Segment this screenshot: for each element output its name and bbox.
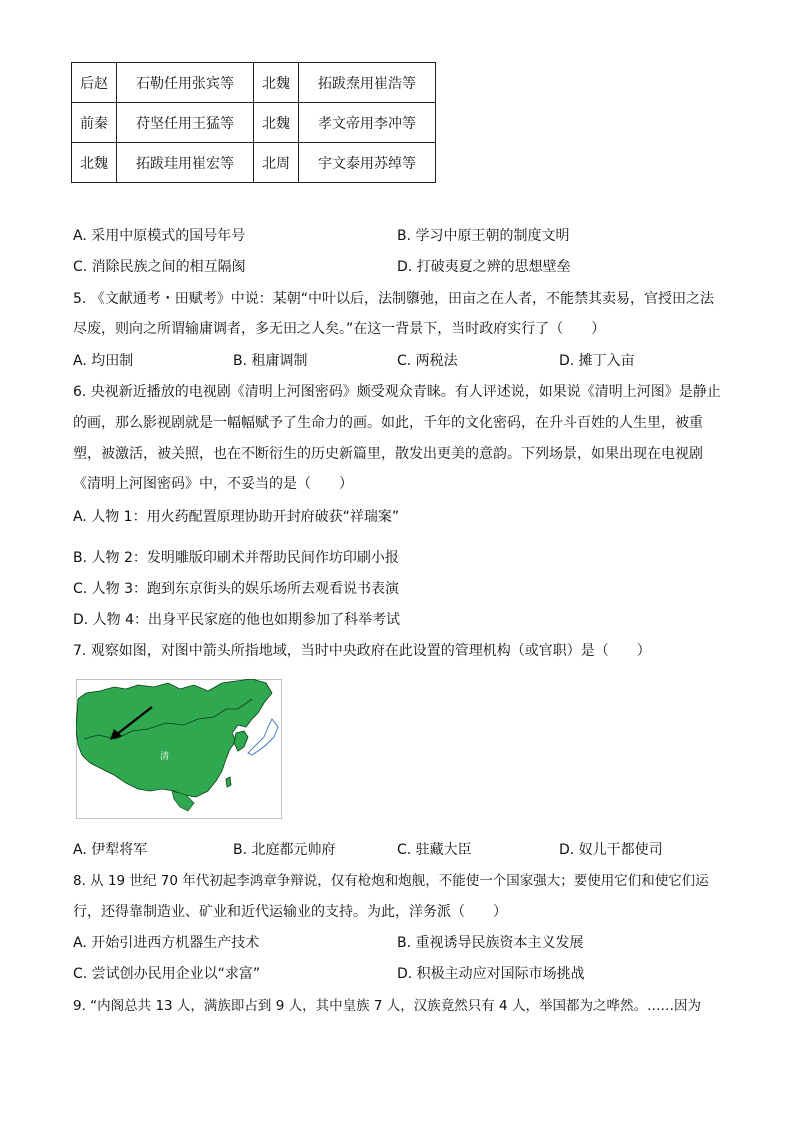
table-cell: 孝文帝用李冲等 — [299, 103, 436, 143]
q6-option-d[interactable]: D. 人物 4：出身平民家庭的他也如期参加了科举考试 — [73, 612, 401, 628]
table-row — [72, 143, 436, 183]
q4-option-c[interactable]: C. 消除民族之间的相互隔阂 — [73, 259, 246, 275]
q6-option-a[interactable]: A. 人物 1：用火药配置原理协助开封府破获“祥瑞案” — [73, 509, 400, 525]
table-cell: 后赵 — [72, 63, 117, 103]
q6-stem-line1: 6. 央视新近播放的电视剧《清明上河图密码》颇受观众青睐。有人评述说，如果说《清明上河图》是静止 — [73, 384, 721, 400]
table-cell: 北魏 — [254, 103, 299, 143]
q8-stem-line2: 行，还得靠制造业、矿业和近代运输业的支持。为此，洋务派（ ） — [73, 904, 507, 920]
q4-option-b[interactable]: B. 学习中原王朝的制度文明 — [397, 228, 570, 244]
q6-stem-line2: 的画，那么影视剧就是一幅幅赋予了生命力的画。如此，千年的文化密码，在升斗百姓的人生里，被重 — [73, 415, 703, 431]
table-cell: 苻坚任用王猛等 — [117, 103, 254, 143]
q4-option-d[interactable]: D. 打破夷夏之辨的思想壁垒 — [397, 259, 571, 275]
q8-option-b[interactable]: B. 重视诱导民族资本主义发展 — [397, 935, 584, 951]
q8-option-c[interactable]: C. 尝试创办民用企业以“求富” — [73, 966, 261, 982]
q5-stem-line2: 尽废，则向之所谓输庸调者，多无田之人矣。”在这一背景下，当时政府实行了（ ） — [73, 321, 606, 337]
table-row — [72, 103, 436, 143]
q7-option-a[interactable]: A. 伊犁将军 — [73, 842, 148, 858]
q7-option-d[interactable]: D. 奴儿干都使司 — [559, 842, 663, 858]
q5-stem-line1: 5. 《文献通考・田赋考》中说：某朝“中叶以后，法制隳弛，田亩之在人者，不能禁其卖易，官授田之法 — [73, 291, 715, 307]
q5-option-c[interactable]: C. 两税法 — [397, 353, 458, 369]
q7-stem: 7. 观察如图，对图中箭头所指地域，当时中央政府在此设置的管理机构（或官职）是（ ） — [73, 643, 651, 659]
table-cell: 石勒任用张宾等 — [117, 63, 254, 103]
table-cell: 北魏 — [254, 63, 299, 103]
q6-stem-line4: 《清明上河图密码》中，不妥当的是（ ） — [73, 476, 353, 492]
table-cell: 拓跋焘用崔浩等 — [299, 63, 436, 103]
q8-option-d[interactable]: D. 积极主动应对国际市场挑战 — [397, 966, 585, 982]
rulers-table — [71, 62, 436, 183]
table-cell: 宇文泰用苏绰等 — [299, 143, 436, 183]
q8-option-a[interactable]: A. 开始引进西方机器生产技术 — [73, 935, 260, 951]
table-cell: 拓跋珪用崔宏等 — [117, 143, 254, 183]
table-row — [72, 63, 436, 103]
q8-stem-line1: 8. 从 19 世纪 70 年代初起李鸿章争辩说，仅有枪炮和炮舰，不能使一个国家强大；要使用它们和使它们运 — [73, 873, 709, 889]
q7-option-c[interactable]: C. 驻藏大臣 — [397, 842, 472, 858]
table-cell: 北魏 — [72, 143, 117, 183]
q6-stem-line3: 塑，被激活，被关照，也在不断衍生的历史新篇里，散发出更美的意韵。下列场景，如果出现在电视剧 — [73, 446, 703, 462]
qing-map — [76, 679, 282, 819]
q7-option-b[interactable]: B. 北庭都元帅府 — [233, 842, 336, 858]
taiwan — [226, 777, 231, 787]
q6-option-c[interactable]: C. 人物 3：跑到东京街头的娱乐场所去观看说书表演 — [73, 581, 400, 597]
table-cell: 前秦 — [72, 103, 117, 143]
q5-option-d[interactable]: D. 摊丁入亩 — [559, 353, 635, 369]
q9-stem-line1: 9. “内阁总共 13 人，满族即占到 9 人，其中皇族 7 人，汉族竟然只有 4 人，举国都为之哗然。……因为 — [73, 998, 701, 1014]
map-label-qing: 清 — [160, 752, 170, 762]
q5-option-a[interactable]: A. 均田制 — [73, 353, 134, 369]
q4-option-a[interactable]: A. 采用中原模式的国号年号 — [73, 228, 246, 244]
table-cell: 北周 — [254, 143, 299, 183]
q5-option-b[interactable]: B. 租庸调制 — [233, 353, 308, 369]
q6-option-b[interactable]: B. 人物 2：发明雕版印刷术并帮助民间作坊印刷小报 — [73, 550, 399, 566]
